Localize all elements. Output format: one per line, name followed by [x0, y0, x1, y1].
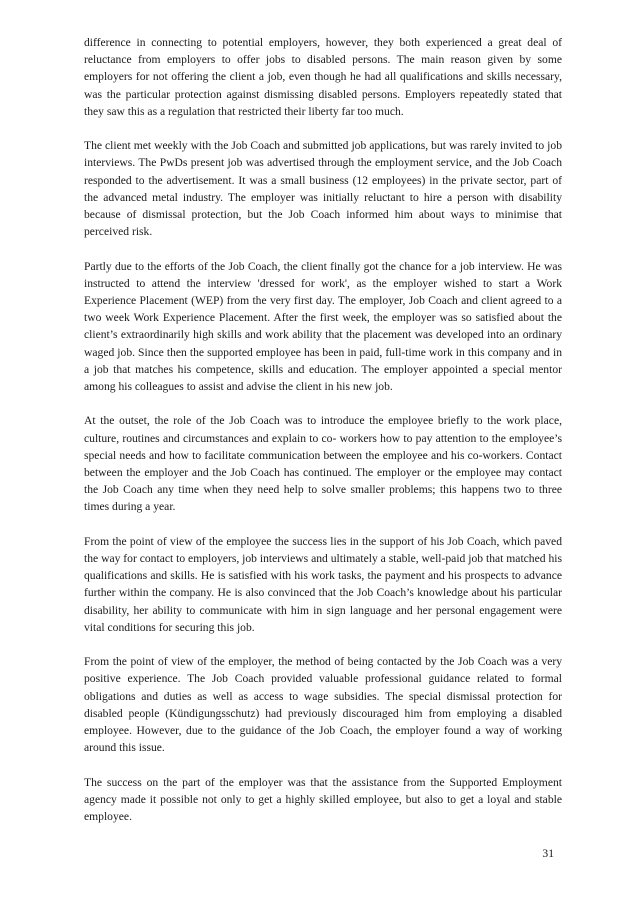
- paragraph: Partly due to the efforts of the Job Coach, the client finally got the chance for a job interview. He was instructed to attend the interview 'dressed for work', as the employer wished to start a Work Experience Placement (WEP) from the very first day. The employer, Job Coach and client agreed to a two week Work Experience Placement. After the first week, the employer was so satisfied about the client’s extraordinarily high skills and work ability that the placement was developed into an ordinary waged job. Since then the supported employee has been in paid, full-time work in this company and in a job that matches his competence, skills and education. The employer appointed a special mentor among his colleagues to assist and advise the client in his new job.: [84, 259, 562, 394]
- paragraph: difference in connecting to potential employers, however, they both experienced a great deal of reluctance from employers to offer jobs to disabled persons. The main reason given by some employers for not offering the client a job, even though he had all qualifications and skills necessary, was the particular protection against dismissing disabled persons. Employers repeatedly stated that they saw this as a regulation that restricted their liberty far too much.: [84, 36, 562, 118]
- page-body: [84, 34, 562, 842]
- paragraph: The success on the part of the employer was that the assistance from the Supported Employment agency made it possible not only to get a highly skilled employee, but also to get a loyal and stable employee.: [84, 775, 562, 824]
- page-number: 31: [542, 847, 554, 860]
- paragraph: From the point of view of the employer, the method of being contacted by the Job Coach was a very positive experience. The Job Coach provided valuable professional guidance related to formal obligations and duties as well as access to wage subsidies. The special dismissal protection for disabled people (Kündigungsschutz) had previously discouraged him from employing a disabled employee. However, due to the guidance of the Job Coach, the employer found a way of working around this issue.: [84, 655, 562, 755]
- paragraph: At the outset, the role of the Job Coach was to introduce the employee briefly to the work place, culture, routines and circumstances and explain to co- workers how to pay attention to the employee’s special needs and how to facilitate communication between the employee and his co-workers. Contact between the employer and the Job Coach has continued. The employer or the employee may contact the Job Coach any time when they need help to solve smaller problems; this happens two to three times during a year.: [84, 414, 562, 514]
- paragraph: From the point of view of the employee the success lies in the support of his Job Coach, which paved the way for contact to employers, job interviews and ultimately a stable, well-paid job that matched his qualifications and skills. He is satisfied with his work tasks, the payment and his prospects to advance further within the company. He is also convinced that the Job Coach’s knowledge about his particular disability, her ability to communicate with him in sign language and her personal engagement were vital conditions for securing this job.: [84, 534, 562, 634]
- paragraph: The client met weekly with the Job Coach and submitted job applications, but was rarely invited to job interviews. The PwDs present job was advertised through the employment service, and the Job Coach responded to the advertisement. It was a small business (12 employees) in the private sector, part of the advanced metal industry. The employer was initially reluctant to hire a person with disability because of dismissal protection, but the Job Coach informed him about ways to minimise that perceived risk.: [84, 139, 562, 239]
